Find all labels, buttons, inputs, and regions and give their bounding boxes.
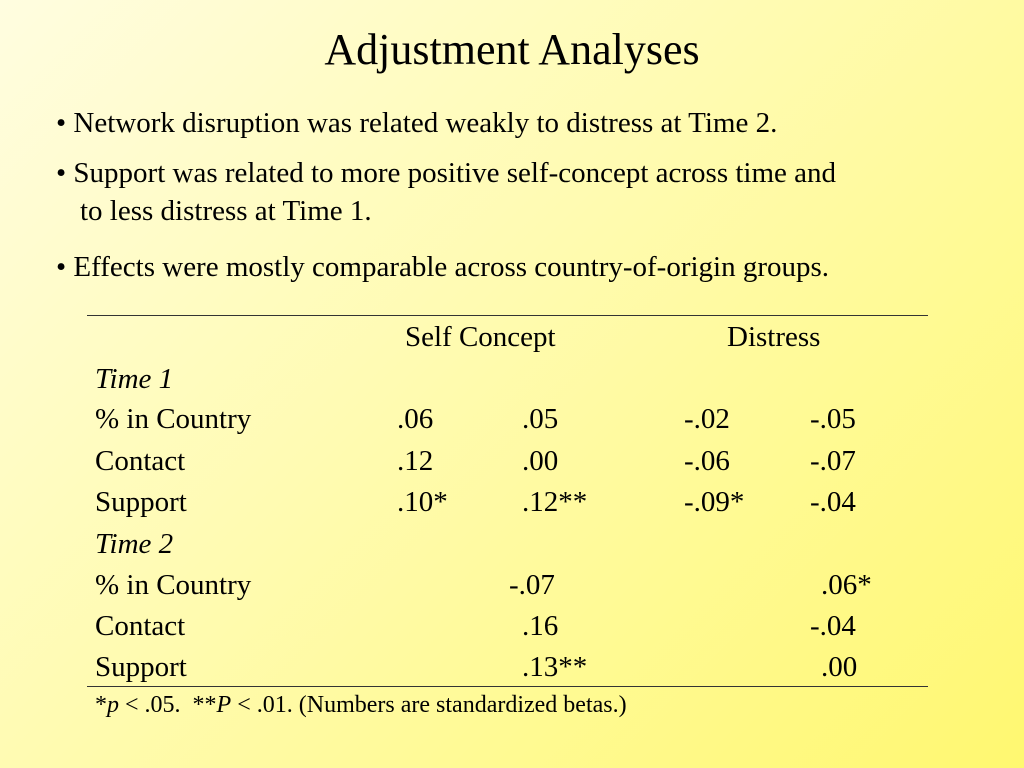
row-label: Support	[95, 486, 187, 518]
bullet-text: Effects were mostly comparable across country-of-origin groups.	[73, 251, 830, 283]
cell-value: .05	[522, 403, 559, 435]
bullet-marker: •	[56, 107, 67, 139]
footnote-star: *	[95, 692, 107, 718]
cell-value: -.06	[684, 445, 730, 477]
bullet-text: Network disruption was related weakly to distress at Time 2.	[73, 107, 778, 139]
cell-value: .06*	[821, 569, 872, 601]
bullet-marker: •	[56, 157, 67, 189]
table-top-rule	[87, 315, 928, 316]
footnote-p-upper: P	[216, 692, 232, 718]
row-label: % in Country	[95, 403, 252, 435]
row-label: % in Country	[95, 569, 252, 601]
row-label: Support	[95, 651, 187, 683]
cell-value: -.04	[810, 486, 856, 518]
bullet-effects	[56, 248, 829, 286]
cell-value: .13**	[522, 651, 588, 683]
header-self-concept: Self Concept	[405, 321, 556, 353]
bullet-marker: •	[56, 251, 67, 283]
cell-value: .10*	[397, 486, 448, 518]
cell-value: .16	[522, 610, 559, 642]
cell-value: -.02	[684, 403, 730, 435]
bullet-text-line2: to less distress at Time 1.	[80, 195, 372, 227]
section-time2: Time 2	[95, 528, 174, 560]
header-distress: Distress	[727, 321, 821, 353]
bullet-text-line1: Support was related to more positive self-concept across time and	[73, 157, 837, 189]
cell-value: -.07	[509, 569, 555, 601]
table-footnote	[95, 688, 627, 722]
cell-value: -.09*	[684, 486, 745, 518]
footnote-text-1: < .05. **	[119, 692, 217, 718]
footnote-p-lower: p	[107, 692, 119, 718]
cell-value: -.07	[810, 445, 856, 477]
bullet-support	[56, 154, 836, 230]
cell-value: .06	[397, 403, 434, 435]
bullet-network-disruption	[56, 104, 777, 142]
cell-value: -.04	[810, 610, 856, 642]
cell-value: .12	[397, 445, 434, 477]
table-bottom-rule	[87, 686, 928, 687]
row-label: Contact	[95, 610, 186, 642]
section-time1: Time 1	[95, 363, 174, 395]
slide-title: Adjustment Analyses	[324, 25, 700, 74]
cell-value: .12**	[522, 486, 588, 518]
cell-value: .00	[821, 651, 858, 683]
footnote-text-2: < .01. (Numbers are standardized betas.)	[231, 692, 627, 718]
cell-value: .00	[522, 445, 559, 477]
cell-value: -.05	[810, 403, 856, 435]
row-label: Contact	[95, 445, 186, 477]
